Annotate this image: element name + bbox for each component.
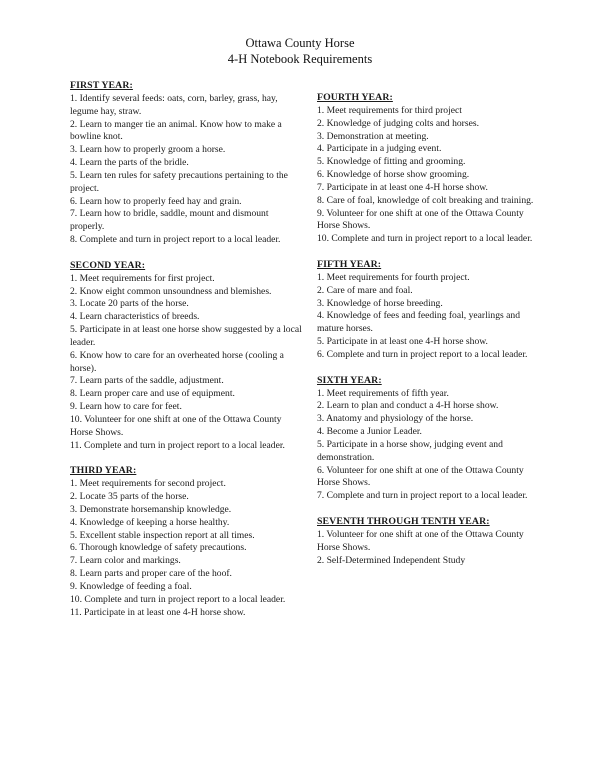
title-line-1: Ottawa County Horse [245, 36, 355, 50]
list-item: 6. Learn how to properly feed hay and grain. [70, 195, 242, 207]
list-item: 6. Thorough knowledge of safety precautions. [70, 542, 247, 554]
left-column [70, 80, 302, 632]
list-item: 2. Self-Determined Independent Study [317, 554, 466, 566]
list-item: 10. Complete and turn in project report to a local leader. [70, 593, 286, 605]
list-item: 3. Locate 20 parts of the horse. [70, 298, 189, 310]
list-item: 5. Participate in at least one 4-H horse show. [317, 336, 488, 348]
section-heading: THIRD YEAR: [70, 465, 137, 477]
list-item: 3. Anatomy and physiology of the horse. [317, 413, 474, 425]
list-item: 5. Excellent stable inspection report at all times. [70, 529, 255, 541]
section-heading: FOURTH YEAR: [317, 92, 393, 103]
list-item: 7. Participate in at least one 4-H horse show. [317, 181, 488, 193]
title-line-2: 4-H Notebook Requirements [227, 51, 373, 66]
list-item: 3. Knowledge of horse breeding. [317, 297, 443, 309]
right-column [317, 92, 545, 580]
list-item: 7. Learn how to bridle, saddle, mount and dismount properly. [70, 208, 269, 233]
list-item: 6. Complete and turn in project report to a local leader. [317, 348, 528, 360]
list-item: 2. Locate 35 parts of the horse. [70, 491, 189, 503]
document-title [0, 36, 600, 67]
section-second-year [70, 260, 302, 453]
requirements-list [317, 272, 545, 362]
list-item: 6. Know how to care for an overheated horse (cooling a horse). [70, 349, 284, 374]
list-item: 9. Volunteer for one shift at one of the Ottawa County Horse Shows. [317, 207, 524, 232]
list-item: 1. Meet requirements for third project [317, 104, 462, 116]
list-item: 1. Meet requirements for first project. [70, 272, 215, 284]
list-item: 6. Volunteer for one shift at one of the Ottawa County Horse Shows. [317, 464, 524, 489]
section-heading: FIRST YEAR: [70, 80, 133, 91]
list-item: 8. Learn proper care and use of equipment. [70, 388, 235, 400]
list-item: 2. Learn to plan and conduct a 4-H horse show. [317, 400, 499, 412]
requirements-list [70, 273, 302, 453]
list-item: 2. Learn to manger tie an animal. Know how to make a bowline knot. [70, 118, 282, 143]
list-item: 4. Knowledge of fees and feeding foal, yearlings and mature horses. [317, 310, 520, 335]
section-fifth-year [317, 259, 545, 362]
requirements-list [70, 478, 302, 619]
list-item: 11. Participate in at least one 4-H horse show. [70, 606, 246, 618]
list-item: 6. Knowledge of horse show grooming. [317, 169, 470, 181]
list-item: 7. Learn parts of the saddle, adjustment. [70, 375, 224, 387]
section-third-year [70, 465, 302, 619]
list-item: 1. Meet requirements of fifth year. [317, 387, 449, 399]
section-heading: SEVENTH THROUGH TENTH YEAR: [317, 515, 490, 527]
list-item: 4. Learn the parts of the bridle. [70, 157, 189, 169]
section-sixth-year [317, 375, 545, 503]
requirements-list [317, 529, 545, 568]
list-item: 5. Participate in a horse show, judging event and demonstration. [317, 438, 503, 463]
section-first-year [70, 80, 302, 247]
list-item: 3. Demonstration at meeting. [317, 130, 429, 142]
section-heading: SECOND YEAR: [70, 259, 146, 271]
list-item: 5. Learn ten rules for safety precautions pertaining to the project. [70, 169, 288, 194]
list-item: 3. Learn how to properly groom a horse. [70, 144, 226, 156]
list-item: 1. Volunteer for one shift at one of the Ottawa County Horse Shows. [317, 528, 524, 553]
list-item: 10. Complete and turn in project report to a local leader. [317, 233, 533, 245]
list-item: 10. Volunteer for one shift at one of the Ottawa County Horse Shows. [70, 413, 282, 438]
list-item: 4. Learn characteristics of breeds. [70, 311, 200, 323]
list-item: 1. Identify several feeds: oats, corn, barley, grass, hay, legume hay, straw. [70, 92, 278, 117]
section-heading: FIFTH YEAR: [317, 259, 382, 271]
list-item: 5. Knowledge of fitting and grooming. [317, 156, 466, 168]
list-item: 1. Meet requirements for second project. [70, 478, 226, 490]
list-item: 7. Complete and turn in project report to a local leader. [317, 490, 528, 502]
list-item: 4. Knowledge of keeping a horse healthy. [70, 516, 230, 528]
section-seventh-through-tenth-year [317, 516, 545, 567]
list-item: 5. Participate in at least one horse show suggested by a local leader. [70, 324, 302, 348]
requirements-list [70, 93, 302, 247]
requirements-list [317, 105, 545, 246]
list-item: 8. Care of foal, knowledge of colt breaking and training. [317, 194, 534, 206]
list-item: 9. Learn how to care for feet. [70, 401, 182, 413]
list-item: 3. Demonstrate horsemanship knowledge. [70, 503, 232, 515]
section-fourth-year [317, 92, 545, 246]
list-item: 4. Become a Junior Leader. [317, 426, 422, 438]
list-item: 4. Participate in a judging event. [317, 143, 442, 155]
requirements-list [317, 388, 545, 504]
list-item: 2. Care of mare and foal. [317, 284, 413, 296]
list-item: 9. Knowledge of feeding a foal. [70, 581, 192, 592]
list-item: 2. Know eight common unsoundness and blemishes. [70, 285, 272, 297]
list-item: 11. Complete and turn in project report to a local leader. [70, 439, 285, 451]
list-item: 8. Complete and turn in project report to a local leader. [70, 234, 281, 246]
list-item: 1. Meet requirements for fourth project. [317, 271, 470, 283]
list-item: 7. Learn color and markings. [70, 555, 181, 567]
list-item: 2. Knowledge of judging colts and horses. [317, 117, 480, 129]
list-item: 8. Learn parts and proper care of the hoof. [70, 568, 232, 580]
section-heading: SIXTH YEAR: [317, 374, 382, 386]
